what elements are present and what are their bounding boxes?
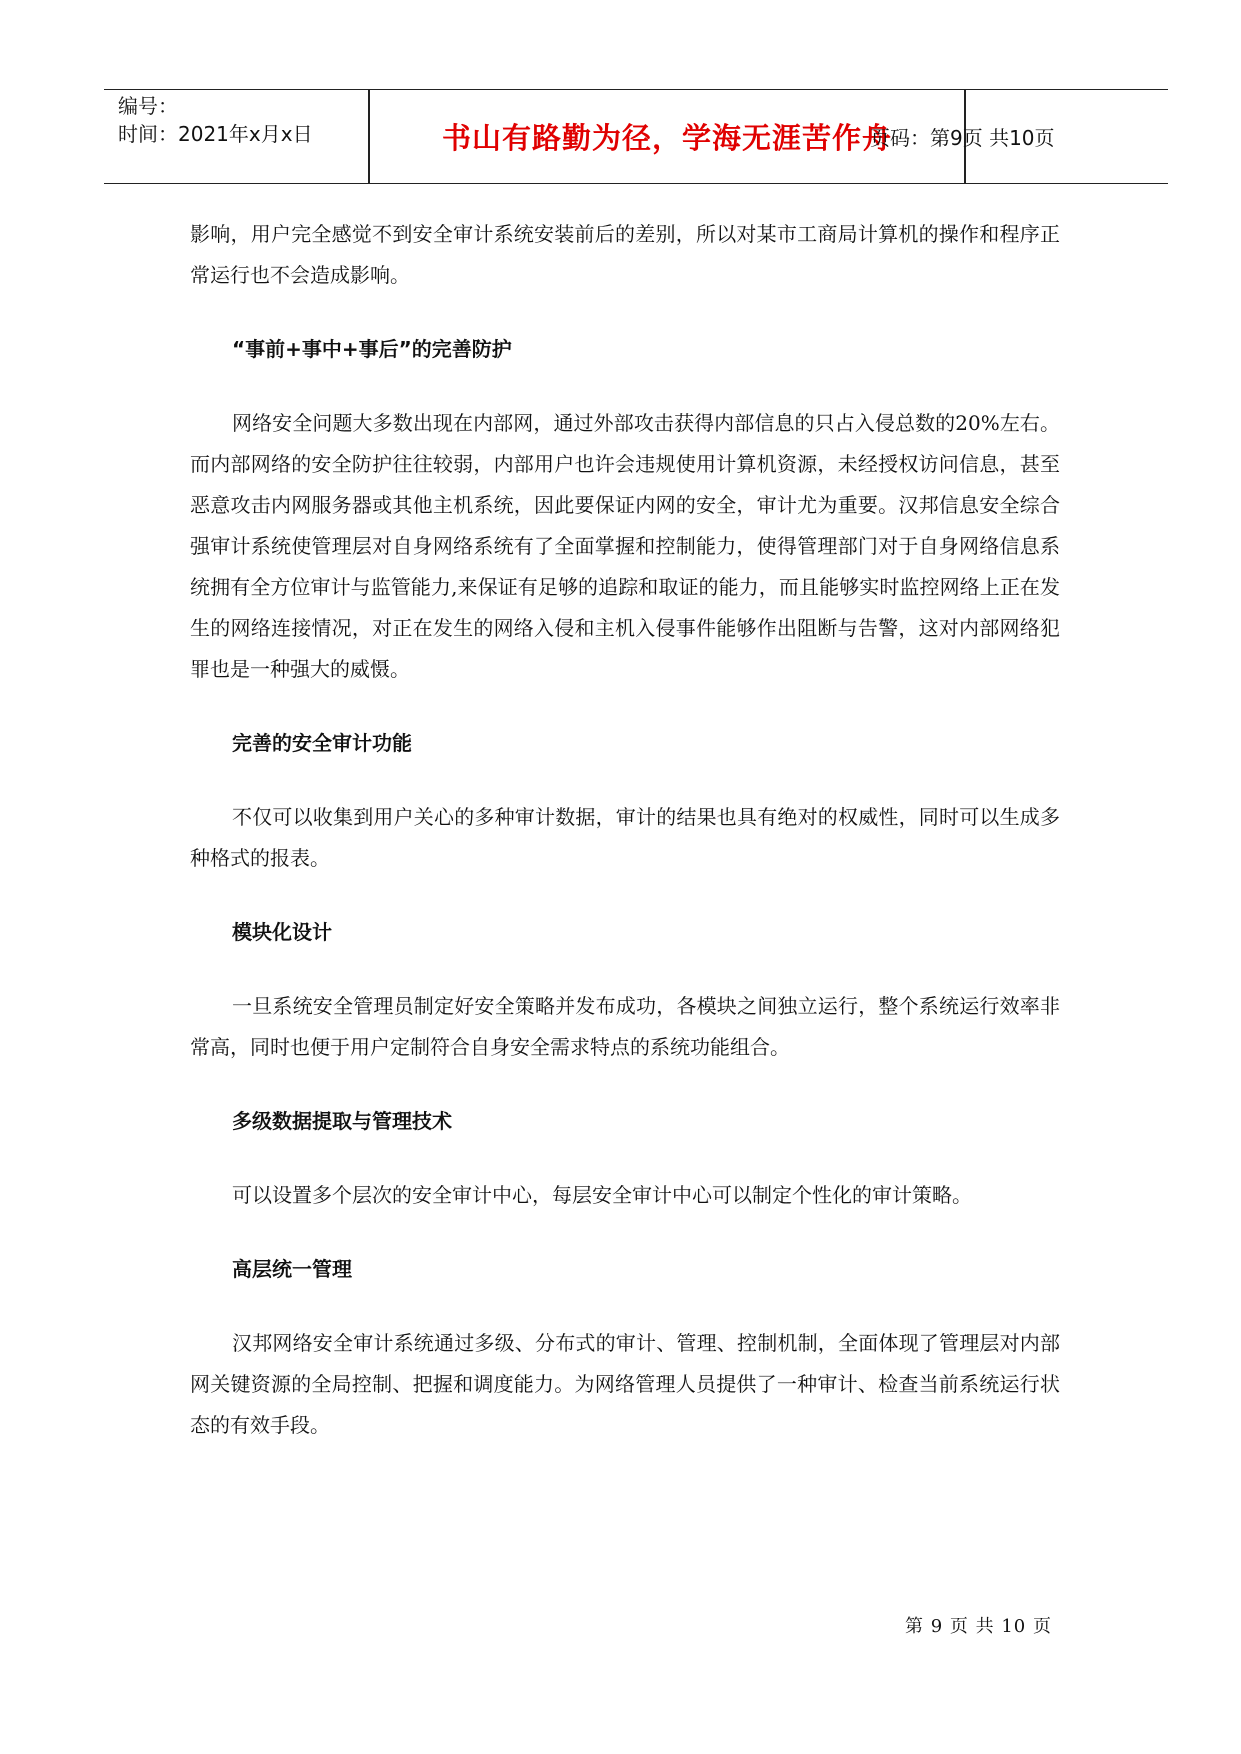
heading-1: “事前+事中+事后”的完善防护	[232, 337, 512, 361]
document-body	[190, 214, 1060, 1446]
heading-5: 高层统一管理	[232, 1257, 352, 1281]
paragraph-1: 影响，用户完全感觉不到安全审计系统安装前后的差别，所以对某市工商局计算机的操作和程序正常运行也不会造成影响。	[190, 222, 1060, 287]
heading-2: 完善的安全审计功能	[232, 731, 412, 755]
paragraph-4: 一旦系统安全管理员制定好安全策略并发布成功，各模块之间独立运行，整个系统运行效率非常高，同时也便于用户定制符合自身安全需求特点的系统功能组合。	[190, 994, 1060, 1059]
header-motto: 书山有路勤为径，学海无涯苦作舟	[441, 121, 892, 155]
header-meta	[118, 90, 368, 183]
heading-4: 多级数据提取与管理技术	[232, 1109, 452, 1133]
header-page-label: 页码：第9页 共10页	[870, 126, 1055, 150]
heading-3: 模块化设计	[232, 920, 332, 944]
paragraph-5: 可以设置多个层次的安全审计中心，每层安全审计中心可以制定个性化的审计策略。	[232, 1183, 972, 1207]
page-header	[104, 89, 1168, 184]
paragraph-3: 不仅可以收集到用户关心的多种审计数据，审计的结果也具有绝对的权威性，同时可以生成多种格式的报表。	[190, 805, 1060, 870]
header-number-label: 编号：	[118, 94, 178, 118]
header-time-label: 时间：2021年x月x日	[118, 122, 313, 146]
paragraph-6: 汉邦网络安全审计系统通过多级、分布式的审计、管理、控制机制，全面体现了管理层对内部网关键资源的全局控制、把握和调度能力。为网络管理人员提供了一种审计、检查当前系统运行状态的有效手段。	[190, 1331, 1060, 1437]
paragraph-2: 网络安全问题大多数出现在内部网，通过外部攻击获得内部信息的只占入侵总数的20%左右。而内部网络的安全防护往往较弱，内部用户也许会违规使用计算机资源，未经授权访问信息，甚至恶意攻击内网服务器或其他主机系统，因此要保证内网的安全，审计尤为重要。汉邦信息安全综合强审计系统使管理层对自身网络系统有了全面掌握和控制能力，使得管理部门对于自身网络信息系统拥有全方位审计与监管能力,来保证有足够的追踪和取证的能力，而且能够实时监控网络上正在发生的网络连接情况，对正在发生的网络入侵和主机入侵事件能够作出阻断与告警，这对内部网络犯罪也是一种强大的威慑。	[190, 411, 1060, 681]
page-footer: 第 9 页 共 10 页	[905, 1616, 1052, 1637]
